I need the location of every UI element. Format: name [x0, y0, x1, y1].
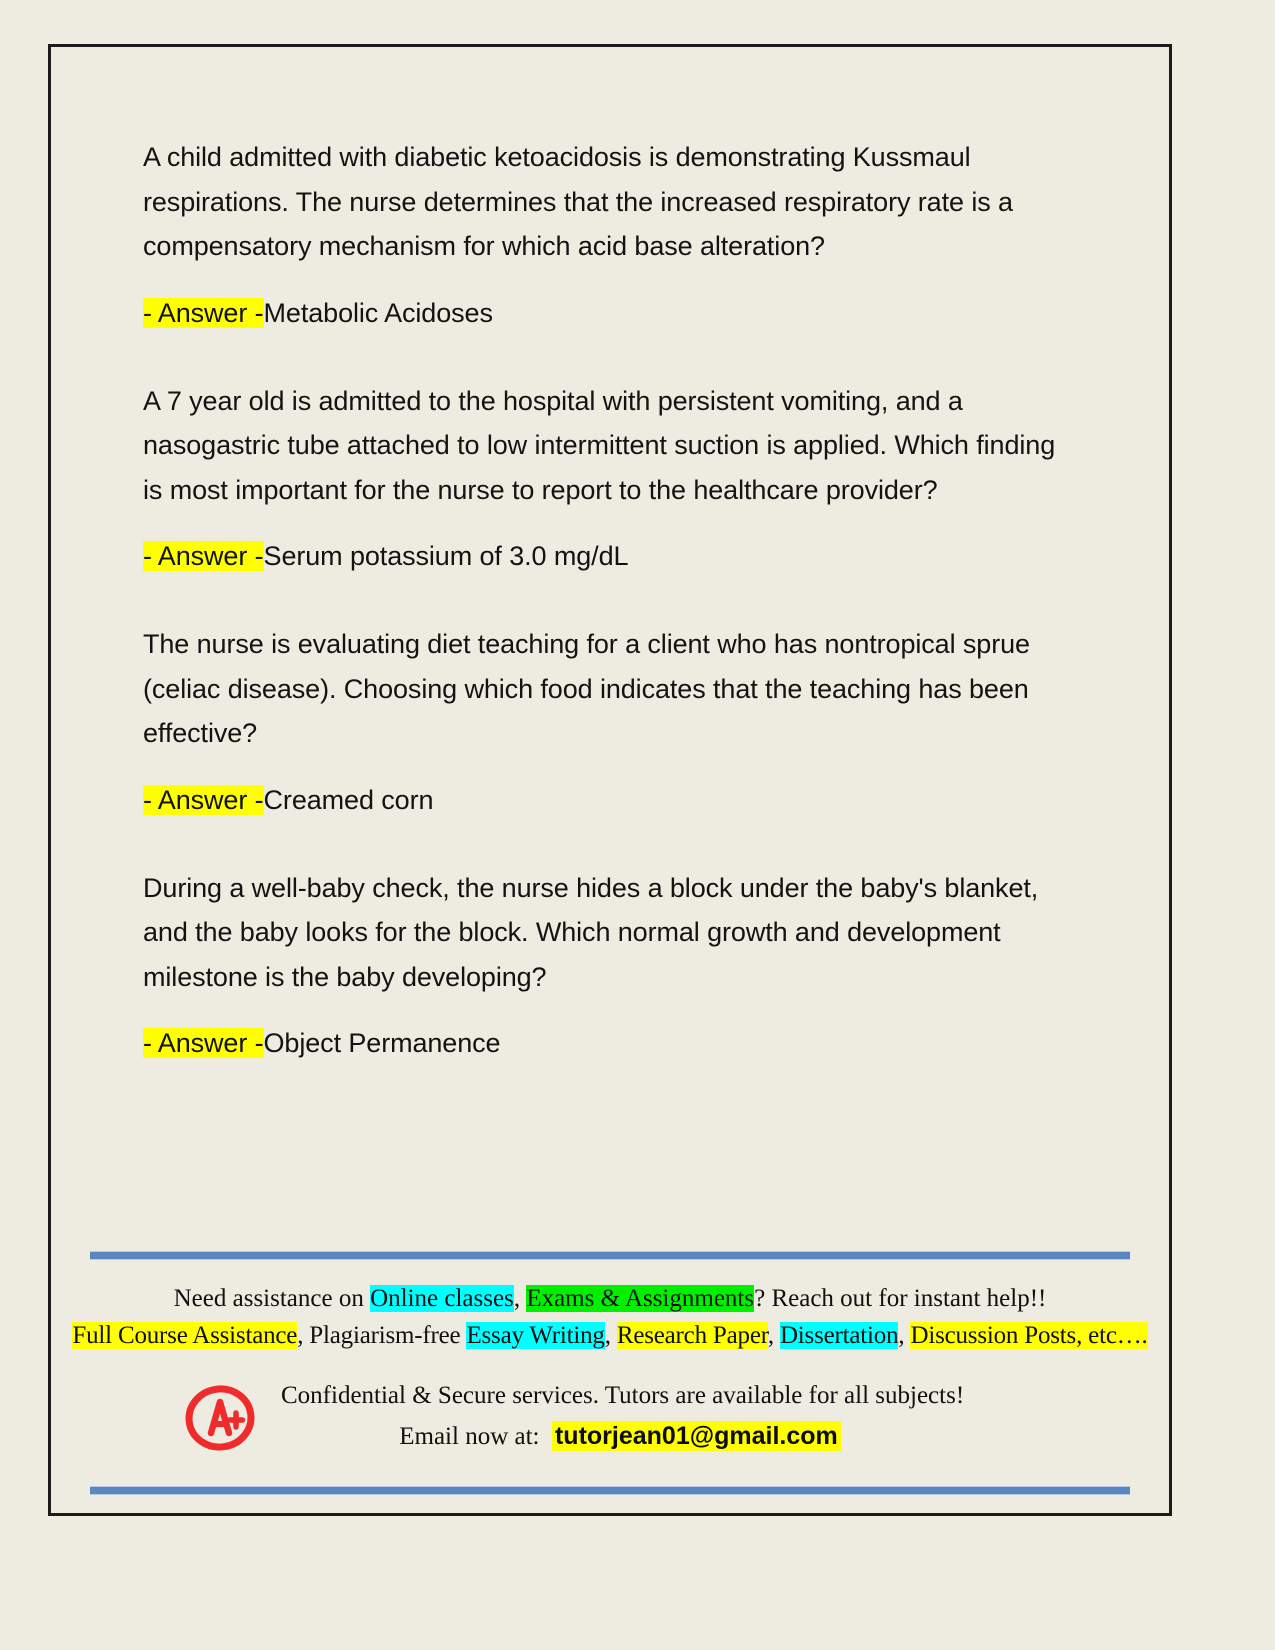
document-page [48, 44, 1172, 1516]
a-plus-grade-icon [181, 1380, 259, 1454]
qa-block [143, 622, 1083, 820]
question-text: A 7 year old is admitted to the hospital with persistent vomiting, and a nasogastric tube attached to low intermittent suction is applied. Which finding is most important for the nurse to report to the healthcare provider? [143, 385, 1056, 505]
footer-services-line-2 [71, 1317, 1149, 1354]
answer-text: Metabolic Acidoses [263, 297, 493, 328]
question-text: During a well-baby check, the nurse hides a block under the baby's blanket, and the baby looks for the block. Which normal growth and development milestone is the baby developing? [143, 872, 1039, 992]
answer-label: - Answer - [143, 297, 264, 328]
answer-label: - Answer - [143, 1028, 264, 1058]
footer-divider-bottom [90, 1486, 1130, 1495]
footer-services-line-1 [71, 1280, 1149, 1317]
email-prefix-label: Email now at: [399, 1423, 540, 1450]
footer [71, 1251, 1149, 1495]
footer-text-part: , [604, 1322, 617, 1349]
answer-line [143, 293, 1083, 333]
answer-text: Object Permanence [263, 1028, 501, 1058]
footer-highlight-discussion-posts: Discussion Posts, etc…. [910, 1322, 1148, 1349]
answer-line [143, 1023, 1083, 1063]
footer-text-part: , [898, 1322, 911, 1349]
footer-highlight-full-course-assistance: Full Course Assistance [72, 1322, 298, 1349]
answer-label: - Answer - [143, 541, 264, 571]
question-text: A child admitted with diabetic ketoacidosis is demonstrating Kussmaul respirations. The nurse determines that the increased respiratory rate is a compensatory mechanism for which acid base alteration? [143, 142, 1013, 261]
footer-text-part: , [297, 1322, 310, 1349]
footer-highlight-essay-writing: Essay Writing [466, 1322, 605, 1349]
footer-contact-text [281, 1376, 1149, 1457]
footer-text-part: ? Reach out for instant help!! [754, 1285, 1047, 1312]
footer-email-line [281, 1416, 959, 1457]
footer-text-part: Plagiarism-free [309, 1322, 467, 1349]
footer-highlight-exams-assignments: Exams & Assignments [526, 1285, 755, 1312]
answer-label: - Answer - [143, 784, 264, 815]
footer-contact-section [71, 1376, 1149, 1468]
footer-highlight-dissertation: Dissertation [779, 1322, 899, 1349]
footer-highlight-research-paper: Research Paper [616, 1322, 768, 1349]
qa-content [143, 135, 1083, 1109]
answer-text: Serum potassium of 3.0 mg/dL [263, 541, 629, 571]
footer-divider-top [90, 1251, 1130, 1260]
qa-block [143, 135, 1083, 333]
footer-text-part: , [767, 1322, 780, 1349]
footer-tagline: Confidential & Secure services. Tutors are available for all subjects! [281, 1382, 965, 1409]
answer-line [143, 780, 1083, 820]
answer-line [143, 536, 1083, 576]
qa-block [143, 866, 1083, 1064]
email-address[interactable]: tutorjean01@gmail.com [552, 1421, 841, 1451]
footer-text-part: , [513, 1285, 527, 1312]
qa-block [143, 379, 1083, 577]
question-text: The nurse is evaluating diet teaching for a client who has nontropical sprue (celiac disease). Choosing which food indicates that the teaching has been effective? [143, 629, 1030, 748]
footer-highlight-online-classes: Online classes [370, 1285, 514, 1312]
answer-text: Creamed corn [263, 784, 434, 815]
footer-text-part: Need assistance on [173, 1285, 371, 1312]
